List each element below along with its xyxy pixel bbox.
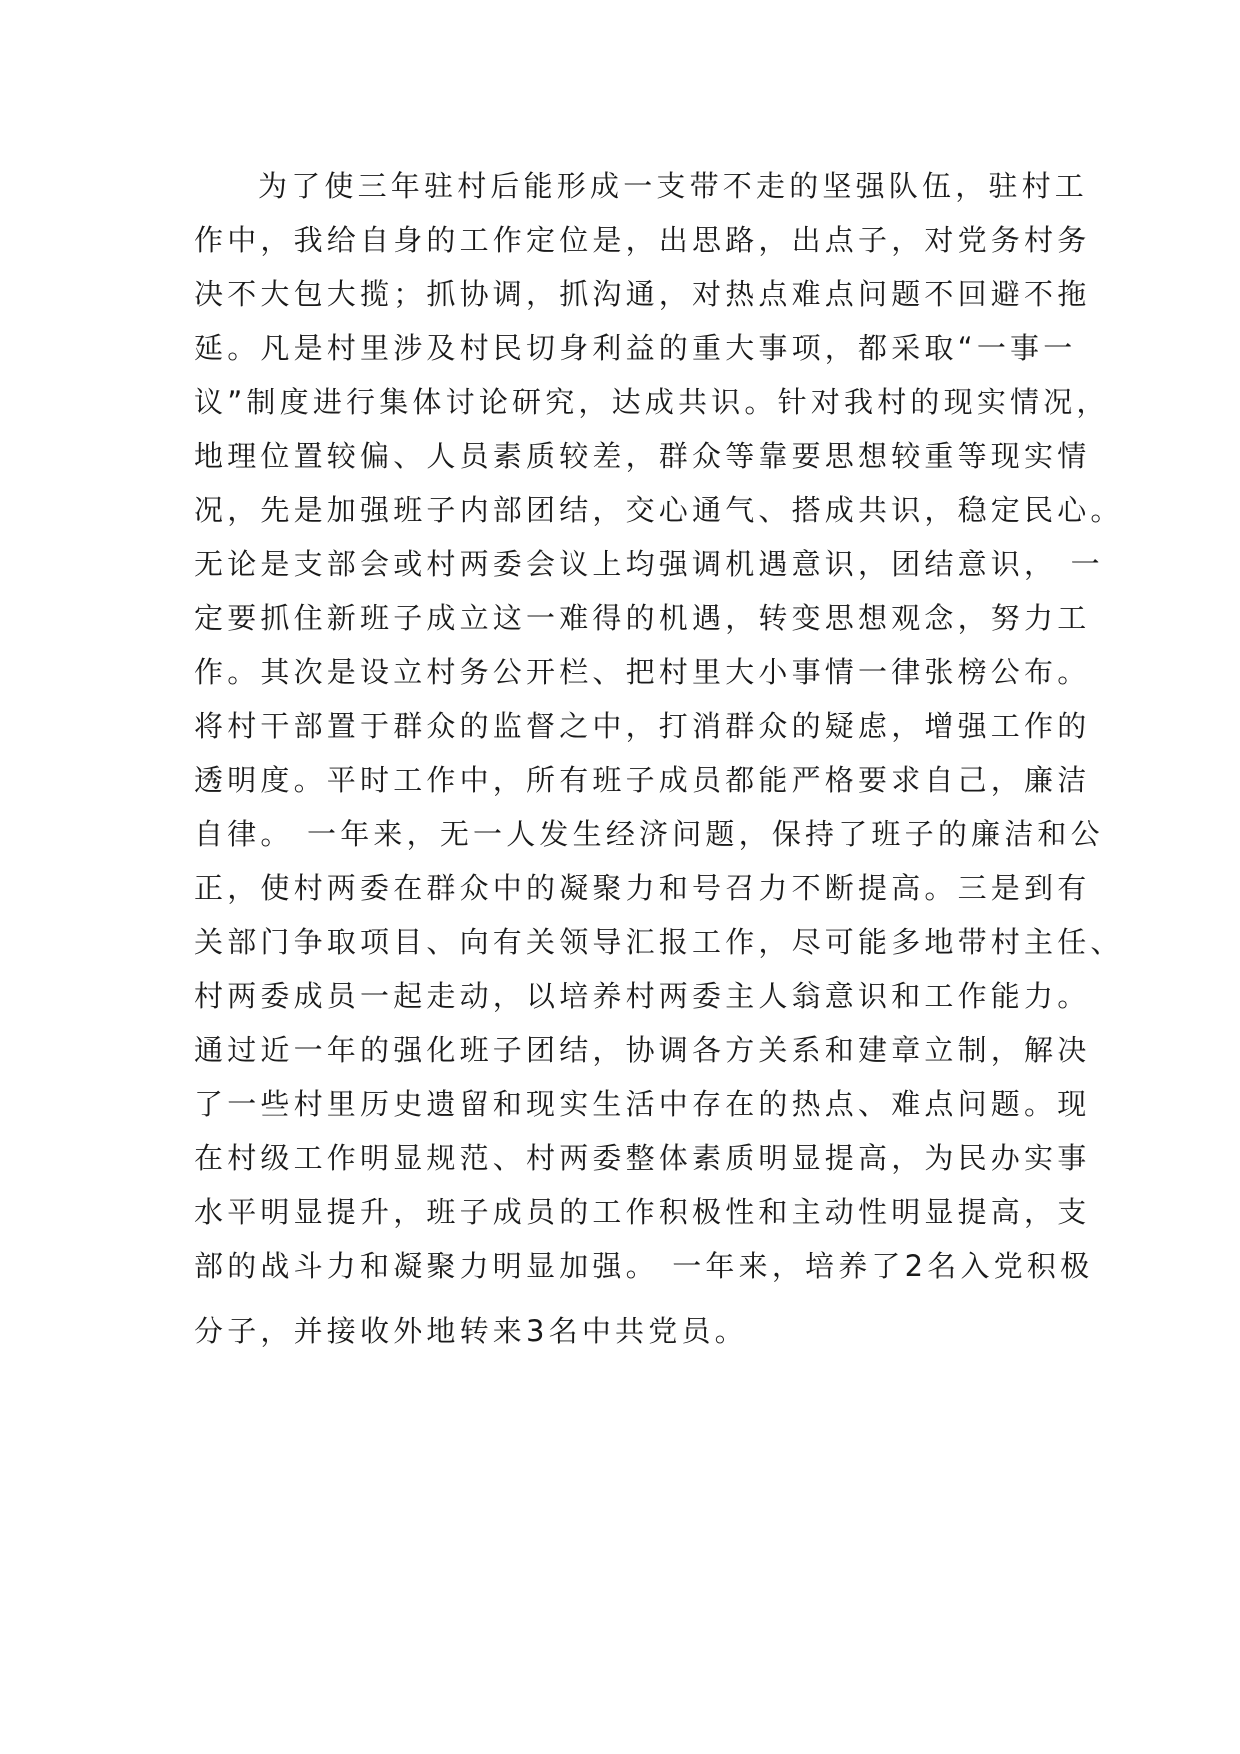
paragraph-line-21: 部的战斗力和凝聚力明显加强。 一年来，培养了2名入党积极	[194, 1249, 1094, 1283]
paragraph-line-20: 水平明显提升，班子成员的工作积极性和主动性明显提高，支	[194, 1195, 1091, 1229]
paragraph-line-4: 延。凡是村里涉及村民切身利益的重大事项，都采取“一事一	[194, 331, 1077, 365]
paragraph-line-19: 在村级工作明显规范、村两委整体素质明显提高，为民办实事	[194, 1141, 1091, 1175]
paragraph-line-18: 了一些村里历史遗留和现实生活中存在的热点、难点问题。现	[194, 1087, 1091, 1121]
paragraph-line-17: 通过近一年的强化班子团结，协调各方关系和建章立制，解决	[194, 1033, 1091, 1067]
paragraph-line-12: 透明度。平时工作中，所有班子成员都能严格要求自己，廉洁	[194, 763, 1091, 797]
paragraph-line-16: 村两委成员一起走动，以培养村两委主人翁意识和工作能力。	[194, 979, 1091, 1013]
paragraph-line-1: 为了使三年驻村后能形成一支带不走的坚强队伍，驻村工	[258, 169, 1089, 203]
paragraph-line-11: 将村干部置于群众的监督之中，打消群众的疑虑，增强工作的	[194, 709, 1091, 743]
paragraph-line-5: 议”制度进行集体讨论研究，达成共识。针对我村的现实情况，	[194, 385, 1110, 419]
paragraph-line-14: 正，使村两委在群众中的凝聚力和号召力不断提高。三是到有	[194, 871, 1091, 905]
paragraph-line-6: 地理位置较偏、人员素质较差，群众等靠要思想较重等现实情	[194, 439, 1091, 473]
paragraph-line-15: 关部门争取项目、向有关领导汇报工作，尽可能多地带村主任、	[194, 925, 1124, 959]
paragraph-line-7: 况，先是加强班子内部团结，交心通气、搭成共识，稳定民心。	[194, 493, 1124, 527]
paragraph-line-22: 分子，并接收外地转来3名中共党员。	[194, 1314, 748, 1348]
paragraph-line-3: 决不大包大揽；抓协调，抓沟通，对热点难点问题不回避不拖	[194, 277, 1091, 311]
paragraph-line-2: 作中，我给自身的工作定位是，出思路，出点子，对党务村务	[194, 223, 1091, 257]
paragraph-line-10: 作。其次是设立村务公开栏、把村里大小事情一律张榜公布。	[194, 655, 1091, 689]
paragraph-line-8: 无论是支部会或村两委会议上均强调机遇意识，团结意识， 一	[194, 547, 1104, 581]
paragraph-line-13: 自律。 一年来，无一人发生经济问题，保持了班子的廉洁和公	[194, 817, 1104, 851]
paragraph-line-9: 定要抓住新班子成立这一难得的机遇，转变思想观念，努力工	[194, 601, 1091, 635]
